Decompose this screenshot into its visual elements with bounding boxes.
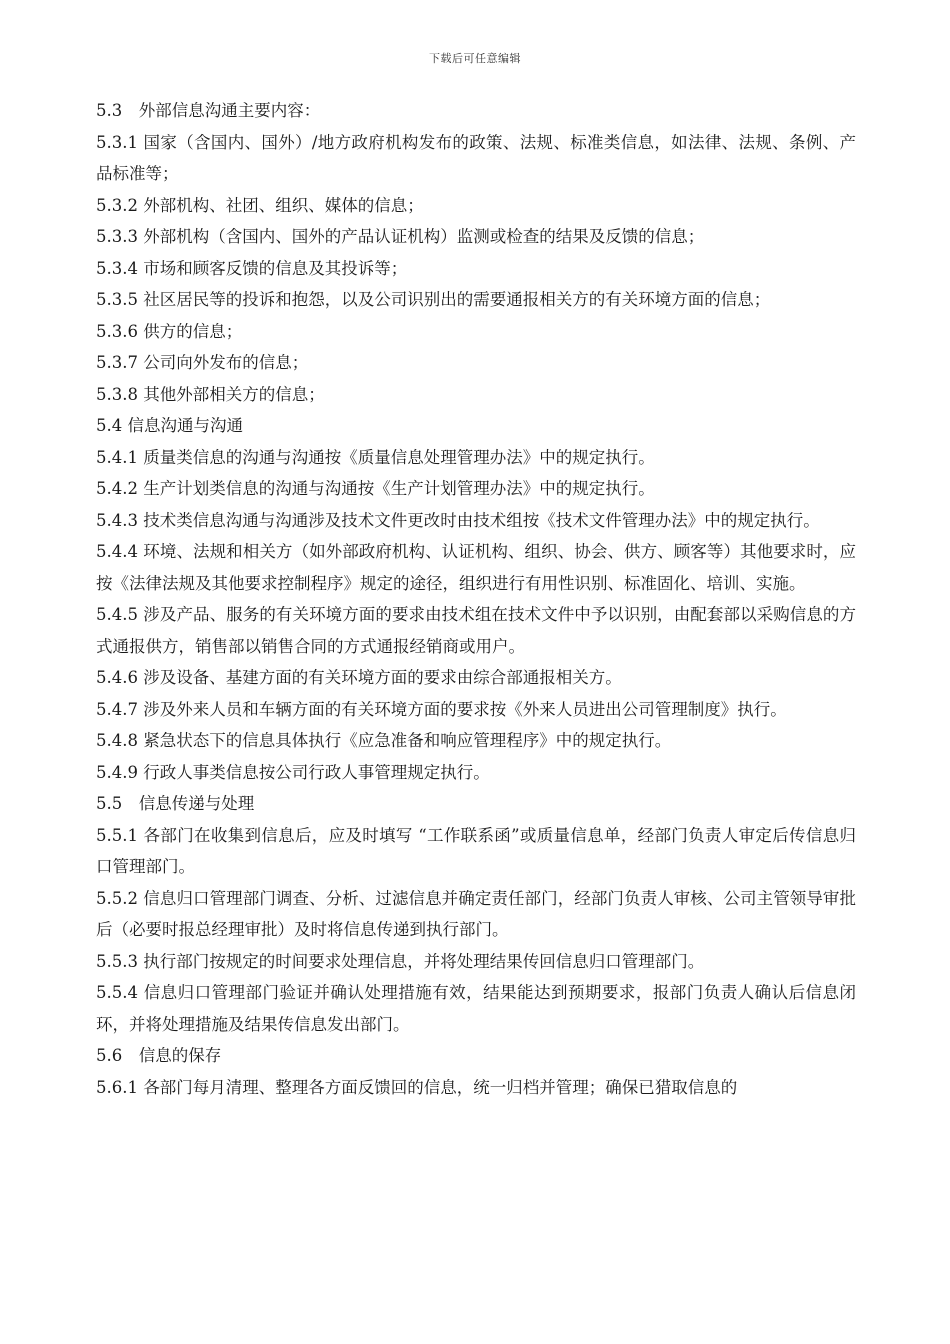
paragraph-5-4-6: 5.4.6 涉及设备、基建方面的有关环境方面的要求由综合部通报相关方。 bbox=[96, 668, 622, 687]
paragraph-5-5-3: 5.5.3 执行部门按规定的时间要求处理信息，并将处理结果传回信息归口管理部门。 bbox=[96, 951, 705, 971]
paragraph-5-5-4: 5.5.4 信息归口管理部门验证并确认处理措施有效，结果能达到预期要求，报部门负责人确认后信息闭环，并将处理措施及结果传信息发出部门。 bbox=[96, 983, 856, 1034]
section-heading-5-6: 5.6 信息的保存 bbox=[96, 1046, 222, 1065]
paragraph-5-3-3: 5.3.3 外部机构（含国内、国外的产品认证机构）监测或检查的结果及反馈的信息； bbox=[96, 227, 705, 246]
paragraph-5-6-1: 5.6.1 各部门每月清理、整理各方面反馈回的信息，统一归档并管理；确保已猎取信息的 bbox=[96, 1077, 738, 1097]
paragraph-5-3-6: 5.3.6 供方的信息； bbox=[96, 321, 243, 341]
paragraph-5-3-5: 5.3.5 社区居民等的投诉和抱怨，以及公司识别出的需要通报相关方的有关环境方面的信息； bbox=[96, 290, 771, 309]
paragraph-5-4-8: 5.4.8 紧急状态下的信息具体执行《应急准备和响应管理程序》中的规定执行。 bbox=[96, 731, 672, 750]
section-heading-5-3: 5.3 外部信息沟通主要内容： bbox=[96, 101, 321, 120]
section-heading-5-5: 5.5 信息传递与处理 bbox=[96, 794, 255, 813]
paragraph-5-5-2: 5.5.2 信息归口管理部门调查、分析、过滤信息并确定责任部门，经部门负责人审核、公司主管领导审批后（必要时报总经理审批）及时将信息传递到执行部门。 bbox=[96, 888, 856, 939]
paragraph-5-4-2: 5.4.2 生产计划类信息的沟通与沟通按《生产计划管理办法》中的规定执行。 bbox=[96, 479, 655, 498]
paragraph-5-4-1: 5.4.1 质量类信息的沟通与沟通按《质量信息处理管理办法》中的规定执行。 bbox=[96, 447, 655, 467]
paragraph-5-3-7: 5.3.7 公司向外发布的信息； bbox=[96, 353, 309, 372]
section-heading-5-4: 5.4 信息沟通与沟通 bbox=[96, 416, 243, 435]
paragraph-5-5-1: 5.5.1 各部门在收集到信息后，应及时填写 “工作联系函”或质量信息单，经部门负责人审定后传信息归口管理部门。 bbox=[96, 825, 856, 876]
paragraph-5-4-3: 5.4.3 技术类信息沟通与沟通涉及技术文件更改时由技术组按《技术文件管理办法》中的规定执行。 bbox=[96, 510, 820, 530]
paragraph-5-3-1: 5.3.1 国家（含国内、国外）/地方政府机构发布的政策、法规、标准类信息，如法律、法规、条例、产品标准等； bbox=[96, 132, 856, 183]
paragraph-5-3-8: 5.3.8 其他外部相关方的信息； bbox=[96, 384, 325, 404]
paragraph-5-3-2: 5.3.2 外部机构、社团、组织、媒体的信息； bbox=[96, 195, 424, 215]
paragraph-5-4-4: 5.4.4 环境、法规和相关方（如外部政府机构、认证机构、组织、协会、供方、顾客等）其他要求时，应按《法律法规及其他要求控制程序》规定的途径，组织进行有用性识别、标准固化、培训、实施。 bbox=[96, 542, 856, 593]
paragraph-5-4-9: 5.4.9 行政人事类信息按公司行政人事管理规定执行。 bbox=[96, 762, 490, 782]
document-body bbox=[96, 95, 856, 1103]
paragraph-5-4-7: 5.4.7 涉及外来人员和车辆方面的有关环境方面的要求按《外来人员进出公司管理制度》执行。 bbox=[96, 699, 787, 719]
page-header: 下载后可任意编辑 bbox=[429, 52, 521, 65]
paragraph-5-4-5: 5.4.5 涉及产品、服务的有关环境方面的要求由技术组在技术文件中予以识别，由配套部以采购信息的方式通报供方，销售部以销售合同的方式通报经销商或用户。 bbox=[96, 605, 856, 656]
paragraph-5-3-4: 5.3.4 市场和顾客反馈的信息及其投诉等； bbox=[96, 258, 408, 278]
